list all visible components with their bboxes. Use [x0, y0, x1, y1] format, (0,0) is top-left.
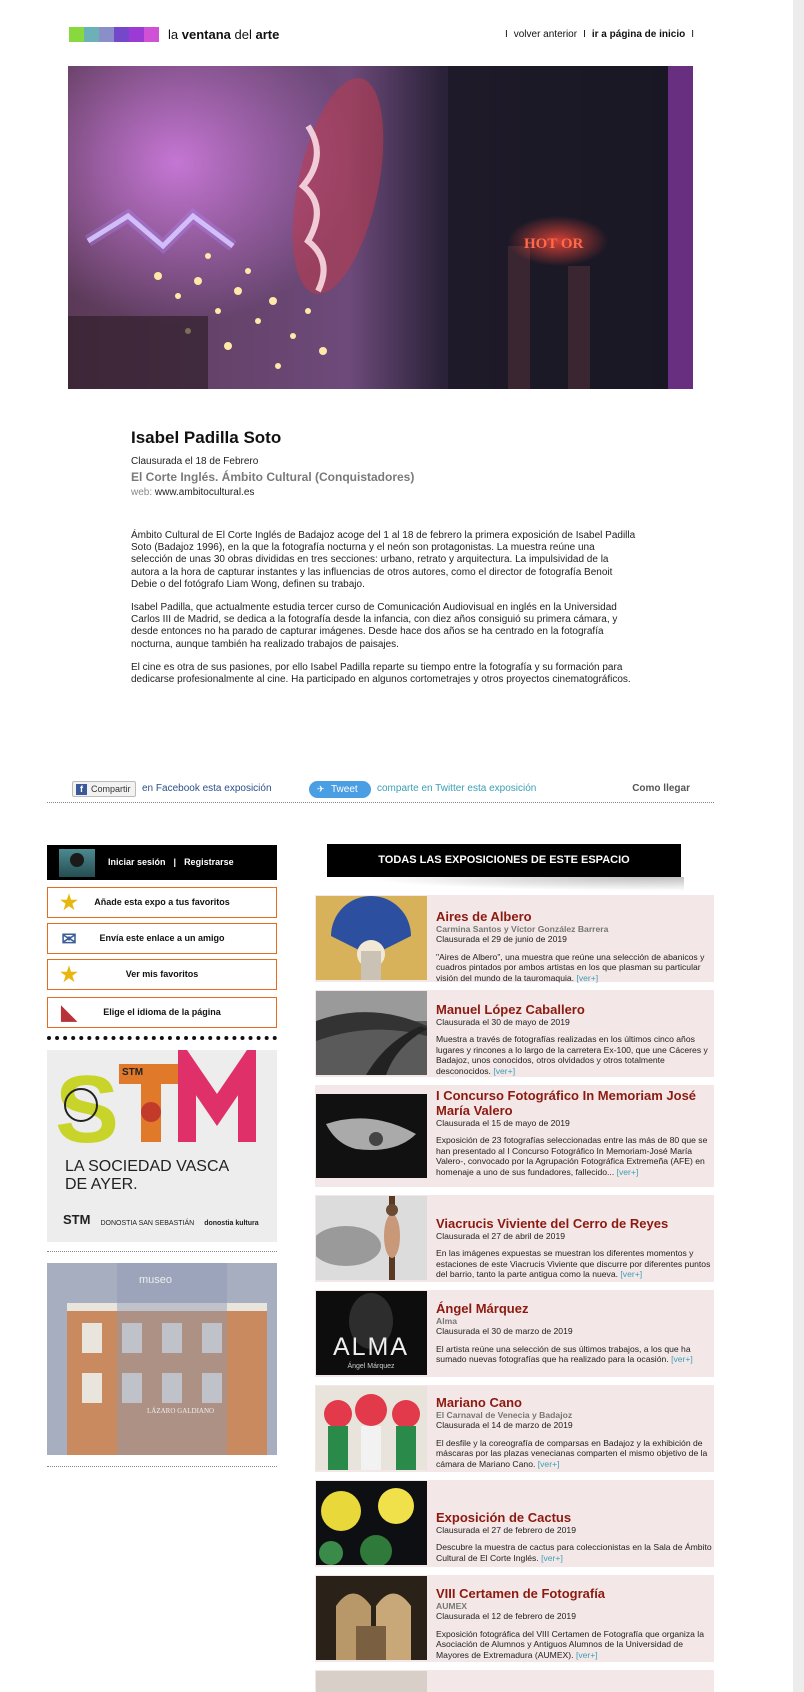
thumbnail-aires-de-albero	[316, 896, 427, 980]
directions-link[interactable]: Como llegar	[632, 783, 690, 794]
login-separator: |	[173, 857, 177, 867]
logo-square	[129, 27, 144, 42]
item-blurb: El desfile y la coreografía de comparsas en Badajoz y la exhibición de máscaras por las plazas venecianas comparten el mismo objetivo de la cámara de Mariano Cano.	[436, 1437, 708, 1469]
neon-night-scene	[68, 66, 693, 389]
twitter-share-text[interactable]: comparte en Twitter esta exposición	[377, 783, 537, 794]
item-closed-date: Clausurada el 29 de junio de 2019	[436, 934, 567, 945]
list-item[interactable]	[315, 895, 714, 982]
item-title: VIII Certamen de Fotografía	[436, 1586, 606, 1601]
login-bar	[47, 845, 277, 880]
all-exhibitions-header: TODAS LAS EXPOSICIONES DE ESTE ESPACIO	[327, 844, 681, 877]
item-title: Aires de Albero	[436, 909, 532, 924]
museum-name-text: LÁZARO GALDIANO	[147, 1407, 215, 1415]
language-button[interactable]: ◣ Elige el idioma de la página	[47, 997, 277, 1028]
read-more-link[interactable]: [ver+]	[576, 972, 599, 983]
sidebar-divider	[47, 1251, 277, 1252]
item-subtitle: El Carnaval de Venecia y Badajoz	[436, 1410, 573, 1420]
item-subtitle: Alma	[436, 1316, 458, 1326]
facebook-share-button[interactable]: f Compartir	[72, 781, 136, 797]
description-paragraph: Isabel Padilla, que actualmente estudia tercer curso de Comunicación Audiovisual en inglés en la Universidad Carlos III de Madrid, se dedica a la fotografía desde la infancia, con diez años consiguió su primera cámara, y desde entonces no ha parado de capturar imágenes. Desde hace dos años se ha centrado en la fotografía nocturna, aunque también ha realizado trabajos de paisajes.	[131, 602, 618, 650]
user-avatar-icon	[59, 849, 95, 877]
item-blurb: El artista reúne una selección de sus últimos trabajos, a los que ha sumado nuevas fotografías que ha realizado para la ocasión.	[436, 1343, 691, 1365]
lazaro-galdiano-banner[interactable]	[47, 1263, 277, 1455]
description-paragraph: El cine es otra de sus pasiones, por ello Isabel Padilla reparte su tiempo entre la fotografía y su formación para dedicarse profesionalmente al cine. Ha participado en algunos cortometrajes y otros proyectos cinematográficos.	[131, 661, 631, 686]
facebook-icon: f	[76, 784, 87, 795]
item-subtitle: Carmina Santos y Víctor González Barrera	[436, 924, 609, 934]
list-item[interactable]	[315, 1290, 714, 1377]
envelope-icon: ✉	[61, 929, 77, 949]
item-blurb: En las imágenes expuestas se muestran los diferentes momentos y estaciones de este Viacrucis Viviente que discurre por diferentes puntos del barrio, tanto la parte antigua como la nueva.	[436, 1248, 711, 1280]
read-more-link[interactable]: [ver+]	[541, 1552, 563, 1563]
login-link[interactable]: Iniciar sesión	[108, 857, 166, 867]
stm-logo-text: STM	[122, 1067, 144, 1078]
item-title: Manuel López Caballero	[436, 1002, 585, 1017]
nav-separator: I	[691, 29, 694, 40]
item-title: Exposición de Cactus	[436, 1510, 572, 1525]
list-item[interactable]	[315, 1480, 714, 1567]
site-logo[interactable]	[69, 27, 279, 42]
back-link[interactable]: volver anterior	[513, 29, 578, 40]
museum-logo-text: museo	[139, 1274, 173, 1286]
website-line	[131, 487, 254, 498]
item-closed-date: Clausurada el 30 de mayo de 2019	[436, 1017, 570, 1027]
banner-line: LA SOCIEDAD VASCA	[65, 1158, 230, 1175]
logo-text: la ventana del arte	[168, 27, 280, 42]
read-more-link[interactable]: [ver+]	[537, 1458, 560, 1469]
twitter-bird-icon: ✈	[317, 784, 325, 794]
item-closed-date: Clausurada el 27 de febrero de 2019	[436, 1525, 576, 1535]
thumb-title-text: ALMA	[332, 1333, 410, 1361]
closing-date: Clausurada el 18 de Febrero	[131, 456, 259, 467]
tweet-button[interactable]: ✈ Tweet	[309, 781, 371, 798]
museum-building-graphic	[47, 1263, 277, 1455]
logo-square	[84, 27, 99, 42]
list-item[interactable]	[315, 1195, 714, 1282]
thumbnail-alma	[316, 1291, 427, 1375]
top-nav	[505, 29, 694, 40]
thumbnail-cactus	[316, 1481, 427, 1565]
sidebar-divider	[47, 1466, 277, 1467]
nav-separator: I	[583, 29, 586, 40]
view-favorites-button[interactable]: ★ Ver mis favoritos	[47, 959, 277, 990]
neon-sign-text: HOT OR	[524, 236, 584, 252]
banner-footer-logos	[63, 1212, 259, 1227]
item-blurb: Exposición fotográfica del VIII Certamen de Fotografía que organiza la Asociación de Alumnos y Antiguos Alumnos de la Universidad de Mayores de Extremadura (AUMEX).	[436, 1628, 704, 1660]
item-closed-date: Clausurada el 15 de mayo de 2019	[436, 1118, 570, 1128]
website-label: web:	[131, 487, 153, 498]
header-shadow	[360, 877, 684, 891]
read-more-link[interactable]: [ver+]	[620, 1269, 643, 1280]
logo-square	[69, 27, 84, 42]
send-link-button[interactable]: ✉ Envía este enlace a un amigo	[47, 923, 277, 954]
logo-square	[99, 27, 114, 42]
star-icon: ★	[60, 892, 78, 914]
thumbnail-cloister	[316, 1576, 427, 1660]
list-item[interactable]	[315, 1385, 714, 1472]
share-bar	[47, 779, 714, 803]
item-blurb: Exposición de 23 fotografías seleccionadas entre las más de 80 que se han presentado al I Concurso Fotográfico In Memoriam-José María Valero-, convocado por la Agrupación Fotográfica Extremeña (AFE) en homenaje a uno de sus fundadores, fallecido...	[436, 1135, 708, 1177]
item-title: Mariano Cano	[436, 1395, 522, 1410]
read-more-link[interactable]: [ver+]	[493, 1065, 516, 1076]
list-item[interactable]	[315, 1085, 714, 1187]
item-closed-date: Clausurada el 12 de febrero de 2019	[436, 1611, 576, 1622]
item-closed-date: Clausurada el 30 de marzo de 2019	[436, 1326, 573, 1337]
read-more-link[interactable]: [ver+]	[671, 1354, 693, 1365]
item-title: Ángel Márquez	[436, 1301, 529, 1316]
svg-text:S: S	[55, 1056, 120, 1160]
hero-photo	[68, 66, 693, 389]
add-favorite-button[interactable]: ★ Añade esta expo a tus favoritos	[47, 887, 277, 918]
thumbnail-viacrucis	[316, 1196, 427, 1280]
item-title: Viacrucis Viviente del Cerro de Reyes	[436, 1216, 669, 1231]
read-more-link[interactable]: [ver+]	[575, 1649, 598, 1660]
exhibition-description	[131, 530, 636, 697]
item-blurb: Muestra a través de fotografías realizadas en los últimos cinco años lugares y rincones a lo largo de la carretera Ex-100, que une Cáceres y Badajoz, unos conocidos, otros olvidados y otros totalmente desconocidos.	[436, 1034, 708, 1076]
item-title: I Concurso Fotográfico In Memoriam José María Valero	[436, 1088, 697, 1118]
logo-square	[144, 27, 159, 42]
sidebar-divider	[47, 1036, 277, 1040]
star-icon: ★	[60, 964, 78, 986]
description-paragraph: Ámbito Cultural de El Corte Inglés de Badajoz acoge del 1 al 18 de febrero la primera exposición de Isabel Padilla Soto (Badajoz 1996), en la que la fotografía nocturna y el neón son protagonistas. La muestra reúne una selección de unas 30 obras divididas en tres secciones: urbano, retrato y arquitectura. La impulsividad de la autora a la hora de capturar instantes y las influencias de otros autores, como el director de fotografía Benoit Debie o del fotógrafo Liam Wong, definen su trabajo.	[131, 530, 636, 590]
facebook-share-text[interactable]: en Facebook esta exposición	[142, 783, 272, 794]
item-blurb: Descubre la muestra de cactus para coleccionistas en la Sala de Ámbito Cultural de El Corte Inglés.	[436, 1542, 712, 1563]
item-closed-date: Clausurada el 27 de abril de 2019	[436, 1231, 565, 1241]
thumbnail-carnival	[316, 1386, 427, 1470]
read-more-link[interactable]: [ver+]	[616, 1166, 639, 1177]
donostia-logo: DONOSTIA SAN SEBASTIÁN	[100, 1220, 195, 1227]
item-closed-date: Clausurada el 14 de marzo de 2019	[436, 1420, 573, 1431]
item-blurb: "Aires de Albero", una muestra que reúne una selección de abanicos y cuadros pintados por ambos artistas en los que plasman su particular visión del mundo de la tauromaquia.	[436, 951, 705, 983]
banner-headline	[65, 1158, 229, 1194]
website-link[interactable]: www.ambitocultural.es	[154, 487, 255, 498]
register-link[interactable]: Registrarse	[184, 857, 234, 867]
stm-small-logo: STM	[63, 1212, 91, 1227]
kultura-logo: donostia kultura	[204, 1220, 259, 1227]
item-subtitle: AUMEX	[436, 1601, 468, 1611]
thumbnail-hand	[316, 1094, 427, 1178]
logo-square	[114, 27, 129, 42]
fan-icon: ◣	[61, 1002, 77, 1024]
list-item[interactable]	[315, 1670, 714, 1692]
stm-museum-banner[interactable]	[47, 1050, 277, 1242]
banner-line: DE AYER.	[65, 1176, 138, 1193]
home-link[interactable]: ir a página de inicio	[591, 29, 686, 40]
list-item[interactable]	[315, 1575, 714, 1662]
thumbnail-partial	[316, 1671, 427, 1692]
page-scrollbar[interactable]	[793, 0, 804, 1692]
nav-separator: I	[504, 29, 508, 40]
exhibition-title: Isabel Padilla Soto	[131, 428, 282, 447]
thumbnail-road	[316, 991, 427, 1075]
stm-logo-graphic	[47, 1050, 277, 1160]
venue-name[interactable]: El Corte Inglés. Ámbito Cultural (Conquistadores)	[131, 470, 415, 484]
list-item[interactable]	[315, 990, 714, 1077]
thumb-subtitle-text: Ángel Márquez	[347, 1363, 395, 1370]
